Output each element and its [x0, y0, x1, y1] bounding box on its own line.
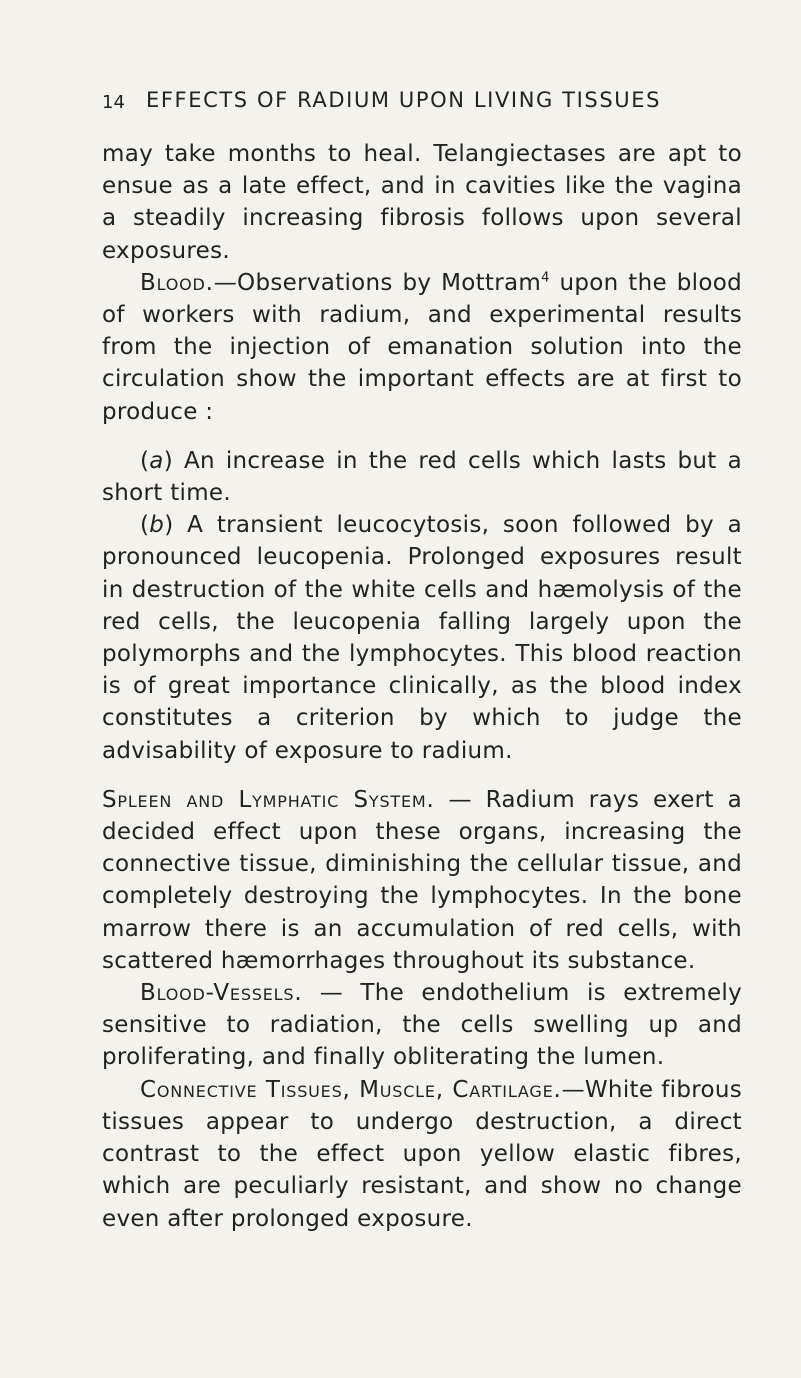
list-item-text: A transient leucocytosis, soon followed by a pronounced leucopenia. Prolonged exposures result in destruction of the white cells and hæmolysis of the red cells, the leucopenia falling largely upon the polymorphs and the lymphocytes. This blood reaction is of great importance clinically, as the blood index constitutes a criterion by which to judge the advisability of exposure to radium.: [102, 512, 742, 764]
paragraph-text: may take months to heal. Telangiectases are apt to ensue as a late effect, and in cavities like the vagina a steadily increasing fibrosis follows upon several exposures.: [102, 141, 742, 264]
running-title: EFFECTS OF RADIUM UPON LIVING TISSUES: [146, 88, 662, 112]
list-item-text: An increase in the red cells which lasts but a short time.: [102, 447, 742, 507]
paragraph-text: —White fibrous tissues appear to undergo destruction, a direct contrast to the effect upon yellow elastic fibres, which are peculiarly resistant, and show no change even after prolonged exposure.: [102, 1076, 742, 1232]
footnote-reference: 4: [541, 270, 550, 286]
list-label-b: b: [149, 512, 165, 539]
paragraph-blood: [102, 267, 742, 428]
section-heading-blood-vessels: Blood-Vessels.: [140, 980, 303, 1007]
list-label-a: a: [149, 447, 164, 474]
list-item-a: (a) An increase in the red cells which lasts but a short time.: [102, 447, 742, 507]
list-item-b: (b) A transient leucocytosis, soon followed by a pronounced leucopenia. Prolonged exposures result in destruction of the white cells and hæmolysis of the red cells, the leucopenia falling largely upon the polymorphs and the lymphocytes. This blood reaction is of great importance clinically, as the blood index constitutes a criterion by which to judge the advisability of exposure to radium.: [102, 512, 742, 764]
paragraph-blood-vessels: [102, 977, 742, 1074]
body-text: [102, 138, 742, 1235]
paragraph-connective-tissues: [102, 1074, 742, 1235]
paragraph-text: — The endothelium is extremely sensitive to radiation, the cells swelling up and proliferating, and finally obliterating the lumen.: [102, 980, 742, 1071]
paragraph-text: — Radium rays exert a decided effect upon these organs, increasing the connective tissue, diminishing the cellular tissue, and completely destroying the lymphocytes. In the bone marrow there is an accumulation of red cells, with scattered hæmorrhages throughout its substance.: [102, 786, 742, 974]
running-header: [102, 88, 742, 120]
page-number: 14: [102, 92, 125, 113]
section-heading-blood: Blood.: [140, 269, 214, 296]
section-heading-connective-tissues: Connective Tissues, Muscle, Cartilage.: [140, 1076, 562, 1103]
paragraph-continuation: [102, 138, 742, 267]
section-heading-spleen: Spleen and Lymphatic System.: [102, 786, 435, 813]
paragraph-text: upon the blood of workers with radium, and experimental results from the injection of emanation solution into the circulation show the important effects are at first to produce :: [102, 269, 742, 425]
paragraph-text: —Observations by Mottram: [213, 269, 542, 296]
paragraph-spleen: [102, 784, 742, 977]
